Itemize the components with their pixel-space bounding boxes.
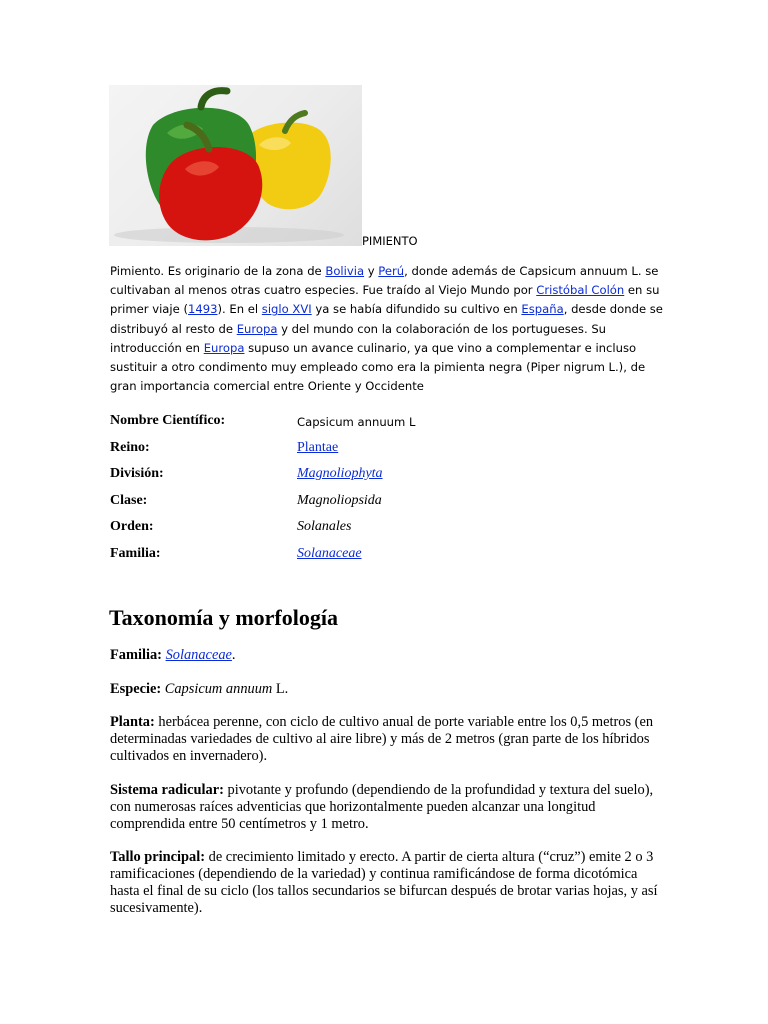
- intro-text: ). En el: [217, 302, 262, 317]
- taxonomy-row: [110, 440, 570, 467]
- link-plantae[interactable]: Plantae: [297, 439, 339, 455]
- intro-text: y del mundo con la colaboración de los portugueses. Su introducción en: [110, 321, 607, 355]
- section-heading: Taxonomía y morfología: [109, 605, 338, 630]
- taxonomy-key: Orden:: [110, 519, 154, 535]
- sistema-label: Sistema radicular:: [110, 782, 224, 798]
- link-europa[interactable]: Europa: [236, 321, 278, 336]
- link-solanaceae[interactable]: Solanaceae: [297, 545, 362, 561]
- intro-text: , desde donde se distribuyó al resto de: [110, 302, 663, 336]
- pepper-photo: [109, 85, 362, 246]
- taxonomy-row: [110, 546, 570, 573]
- sistema-radicular-paragraph: [110, 782, 665, 833]
- especie-label: Especie:: [110, 681, 162, 697]
- taxonomy-value: Magnoliopsida: [297, 492, 382, 508]
- taxonomy-row: [110, 493, 570, 520]
- familia-paragraph: [110, 647, 665, 664]
- link-bolivia[interactable]: Bolivia: [325, 264, 365, 278]
- especie-value: Capsicum annuum: [164, 681, 273, 697]
- link-espana[interactable]: España: [521, 302, 564, 317]
- taxonomy-value: Capsicum annuum L: [297, 415, 416, 429]
- familia-end: .: [231, 647, 236, 663]
- tallo-label: Tallo principal:: [110, 849, 206, 865]
- taxonomy-key: Clase:: [110, 492, 148, 508]
- taxonomy-key: Reino:: [110, 439, 150, 455]
- intro-text: , donde además de Capsicum annuum L. se cultivaban al menos otras cuatro especies. Fue traído al Viejo Mundo por: [110, 264, 659, 298]
- taxonomy-row: [110, 466, 570, 493]
- taxonomy-table: [110, 413, 570, 573]
- taxonomy-key: División:: [110, 466, 164, 482]
- intro-text: ya se había difundido su cultivo en: [311, 302, 522, 317]
- taxonomy-value: Solanales: [297, 519, 352, 535]
- taxonomy-key: Nombre Científico:: [110, 413, 226, 428]
- image-caption: PIMIENTO: [362, 234, 418, 248]
- planta-paragraph: [110, 714, 665, 765]
- intro-text: y: [364, 264, 379, 278]
- link-europa[interactable]: Europa: [203, 340, 245, 355]
- intro-paragraph: [110, 262, 670, 396]
- taxonomy-row: [110, 519, 570, 546]
- taxonomy-key: Familia:: [110, 545, 161, 561]
- link-peru[interactable]: Perú: [378, 264, 405, 278]
- link-magnoliophyta[interactable]: Magnoliophyta: [297, 466, 383, 482]
- intro-text: supuso un avance culinario, ya que vino a complementar e incluso sustituir a otro condimento muy empleado como era la pimienta negra (Piper nigrum L.), de gran importancia comercial entre Oriente y Occidente: [110, 340, 646, 394]
- link-1493[interactable]: 1493: [187, 302, 218, 317]
- planta-label: Planta:: [110, 714, 155, 730]
- especie-end: L.: [272, 681, 289, 697]
- intro-text: Pimiento. Es originario de la zona de: [110, 264, 326, 278]
- planta-text: herbácea perenne, con ciclo de cultivo anual de porte variable entre los 0,5 metros (en determinadas variedades de cultivo al aire libre) y más de 2 metros (gran parte de los híbridos cultivados en invernadero).: [110, 714, 654, 764]
- link-siglo-xvi[interactable]: siglo XVI: [261, 302, 312, 317]
- sistema-text: pivotante y profundo (dependiendo de la profundidad y textura del suelo), con numerosas raíces adventicias que horizontalmente pueden alcanzar una longitud comprendida entre 50 centímetros y 1 metro.: [110, 782, 654, 832]
- taxonomy-row: [110, 413, 570, 440]
- intro-text: en su primer viaje (: [110, 283, 660, 317]
- link-cristobal-colon[interactable]: Cristóbal Colón: [536, 283, 625, 298]
- tallo-principal-paragraph: [110, 849, 665, 917]
- familia-label: Familia:: [110, 647, 162, 663]
- tallo-text: de crecimiento limitado y erecto. A partir de cierta altura (“cruz”) emite 2 o 3 ramificaciones (dependiendo de la variedad) y continua ramificándose de forma dicotómica hasta el final de su ciclo (los tallos secundarios se bifurcan después de brotar varias hojas, y así sucesivamente).: [110, 849, 658, 916]
- link-solanaceae[interactable]: Solanaceae: [165, 647, 232, 663]
- especie-paragraph: [110, 681, 665, 698]
